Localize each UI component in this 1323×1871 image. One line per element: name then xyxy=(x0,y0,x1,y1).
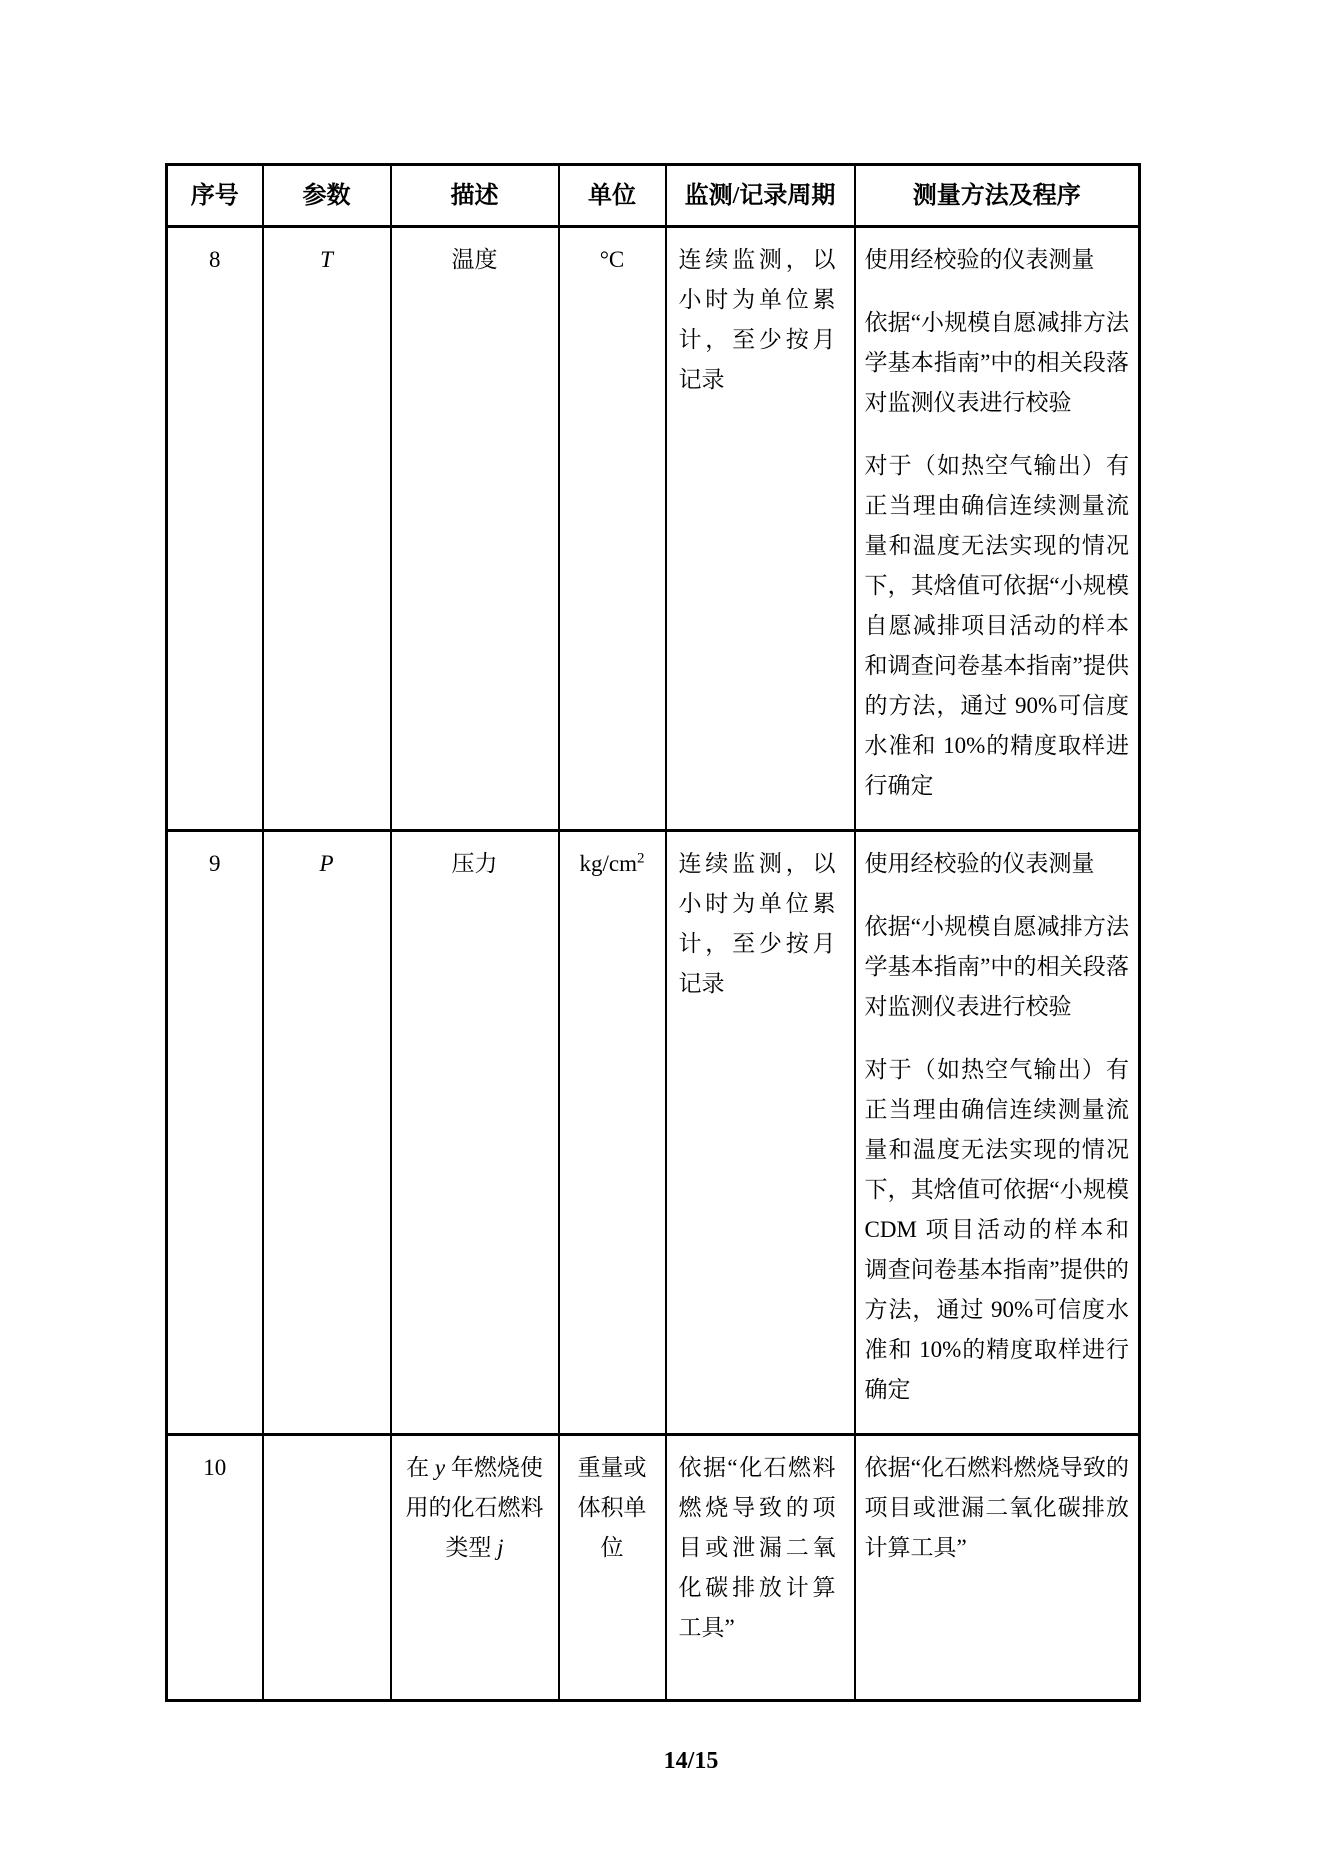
method-paragraph: 对于（如热空气输出）有正当理由确信连续测量流量和温度无法实现的情况下，其焓值可依据“小规模 CDM 项目活动的样本和调查问卷基本指南”提供的方法，通过 90%可信度水准和 10%的精度取样进行确定 xyxy=(864,1057,1129,1402)
cell-description: 压力 xyxy=(391,831,559,1435)
cell-description xyxy=(391,1435,559,1701)
column-header-period: 监测/记录周期 xyxy=(666,165,855,227)
cell-unit xyxy=(559,227,666,831)
text-fragment: 年燃烧使用的化石燃料类型 xyxy=(405,1455,544,1560)
unit-base: °C xyxy=(599,247,625,272)
unit-base: 重量或体积单位 xyxy=(577,1455,647,1560)
column-header-parameter: 参数 xyxy=(263,165,391,227)
table-row-8 xyxy=(167,227,1140,831)
method-paragraph: 依据“小规模自愿减排方法学基本指南”中的相关段落对监测仪表进行校验 xyxy=(864,310,1129,415)
column-header-number: 序号 xyxy=(167,165,263,227)
cell-number: 10 xyxy=(167,1435,263,1701)
cell-number: 9 xyxy=(167,831,263,1435)
cell-unit xyxy=(559,1435,666,1701)
cell-method xyxy=(855,227,1140,831)
column-header-method: 测量方法及程序 xyxy=(855,165,1140,227)
text-fragment: 在 xyxy=(406,1455,435,1480)
cell-description: 温度 xyxy=(391,227,559,831)
parameter-symbol: T xyxy=(320,247,333,272)
unit-base: kg/cm xyxy=(579,851,637,876)
cell-period: 连续监测，以小时为单位累计，至少按月记录 xyxy=(666,831,855,1435)
cell-period: 依据“化石燃料燃烧导致的项目或泄漏二氧化碳排放计算工具” xyxy=(666,1435,855,1701)
table-row-9 xyxy=(167,831,1140,1435)
method-paragraph: 依据“化石燃料燃烧导致的项目或泄漏二氧化碳排放计算工具” xyxy=(864,1455,1129,1560)
method-paragraph: 依据“小规模自愿减排方法学基本指南”中的相关段落对监测仪表进行校验 xyxy=(864,914,1129,1019)
page-number: 14/15 xyxy=(663,1748,719,1774)
monitoring-parameters-table xyxy=(165,163,1141,1702)
column-header-unit: 单位 xyxy=(559,165,666,227)
method-paragraph: 使用经校验的仪表测量 xyxy=(864,247,1095,272)
table-row-10 xyxy=(167,1435,1140,1701)
cell-period: 连续监测，以小时为单位累计，至少按月记录 xyxy=(666,227,855,831)
method-paragraph: 使用经校验的仪表测量 xyxy=(864,851,1095,876)
cell-number: 8 xyxy=(167,227,263,831)
cell-method xyxy=(855,831,1140,1435)
table-header-row xyxy=(167,165,1140,227)
cell-parameter xyxy=(263,1435,391,1701)
unit-superscript: 2 xyxy=(637,850,645,867)
column-header-description: 描述 xyxy=(391,165,559,227)
variable-symbol: y xyxy=(434,1455,446,1480)
method-paragraph: 对于（如热空气输出）有正当理由确信连续测量流量和温度无法实现的情况下，其焓值可依据“小规模自愿减排项目活动的样本和调查问卷基本指南”提供的方法，通过 90%可信度水准和 10%的精度取样进行确定 xyxy=(864,453,1129,798)
variable-symbol: j xyxy=(497,1535,504,1560)
cell-parameter xyxy=(263,227,391,831)
cell-method xyxy=(855,1435,1140,1701)
parameter-symbol: P xyxy=(319,851,334,876)
cell-parameter xyxy=(263,831,391,1435)
cell-unit xyxy=(559,831,666,1435)
